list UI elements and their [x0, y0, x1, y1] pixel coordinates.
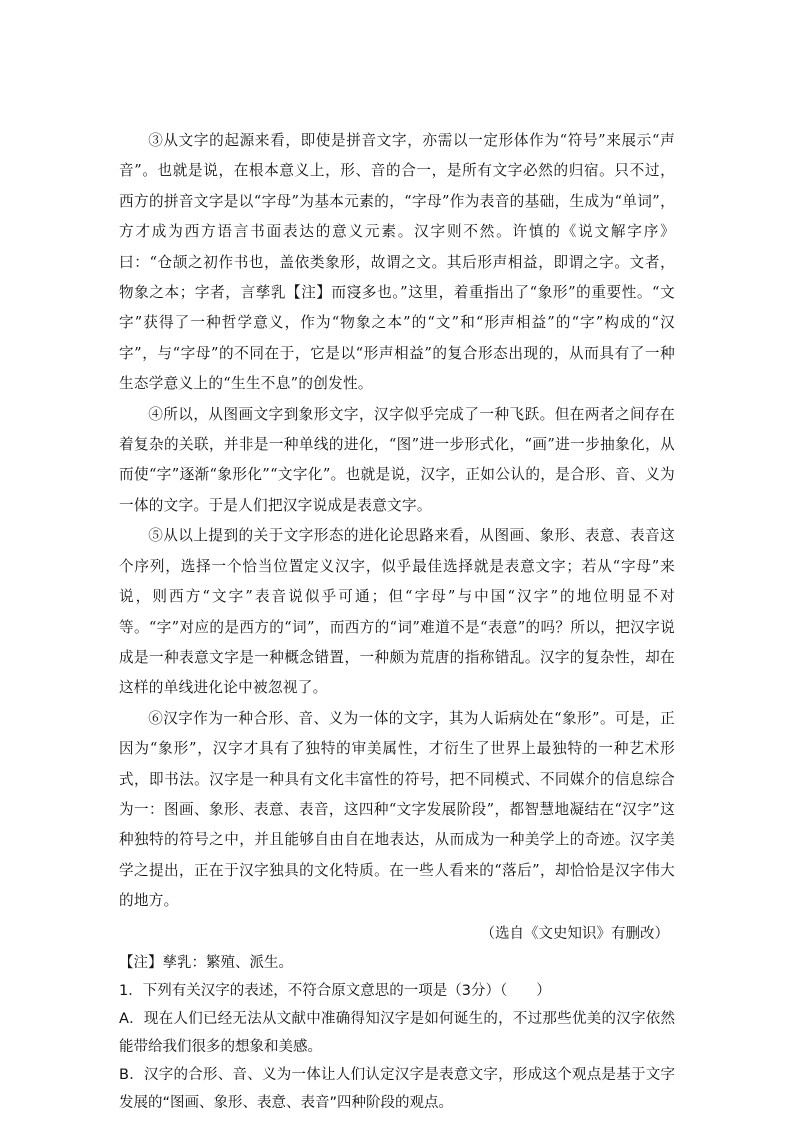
source-citation: （选自《文史知识》有删改）: [480, 925, 669, 942]
paragraph-4: ④所以，从图画文字到象形文字，汉字似乎完成了一种飞跃。但在两者之间存在着复杂的关联，并非是一种单线的进化，“图”进一步形式化，“画”进一步抽象化，从而使“字”逐渐“象形化”“文字化”。也就是说，汉字，正如公认的，是合形、音、义为一体的文字。于是人们把汉字说成是表意文字。: [119, 405, 675, 514]
option-a: A．现在人们已经无法从文献中准确得知汉字是如何诞生的，不过那些优美的汉字依然能带给我们很多的想象和美感。: [119, 1010, 675, 1055]
paragraph-6: ⑥汉字作为一种合形、音、义为一体的文字，其为人诟病处在“象形”。可是，正因为“象形”，汉字才具有了独特的审美属性，才衍生了世界上最独特的一种艺术形式，即书法。汉字是一种具有文化丰富性的符号，把不同模式、不同媒介的信息综合为一：图画、象形、表意、表音，这四种“文字发展阶段”，都智慧地凝结在“汉字”这种独特的符号之中，并且能够自由自在地表达，从而成为一种美学上的奇迹。汉字美学之提出，正在于汉字独具的文化特质。在一些人看来的“落后”，却恰恰是汉字伟大的地方。: [119, 709, 675, 910]
article-body: [119, 126, 675, 917]
paragraph-3: ③从文字的起源来看，即使是拼音文字，亦需以一定形体作为“符号”来展示“声音”。也就是说，在根本意义上，形、音的合一，是所有文字必然的归宿。只不过，西方的拼音文字是以“字母”为基本元素的，“字母”作为表音的基础，生成为“单词”，方才成为西方语言书面表达的意义元素。汉字则不然。许慎的《说文解字序》曰：“仓颉之初作书也，盖依类象形，故谓之文。其后形声相益，即谓之字。文者，物象之本；字者，言孳乳【注】而寖多也。”这里，着重指出了“象形”的重要性。“文字”获得了一种哲学意义，作为“物象之本”的“文”和“形声相益”的“字”构成的“汉字”，与“字母”的不同在于，它是以“形声相益”的复合形态出现的，从而具有了一种生态学意义上的“生生不息”的创发性。: [119, 132, 675, 393]
option-b: B．汉字的合形、音、义为一体让人们认定汉字是表意文字，形成这个观点是基于文字发展的“图画、象形、表意、表音”四种阶段的观点。: [119, 1066, 675, 1111]
annotation-note: 【注】孳乳：繁殖、派生。: [119, 954, 293, 971]
question-stem: 1．下列有关汉字的表述，不符合原文意思的一项是（3分）（ ）: [119, 982, 551, 999]
question-section: [119, 949, 675, 1117]
paragraph-5: ⑤从以上提到的关于文字形态的进化论思路来看，从图画、象形、表意、表音这个序列，选择一个恰当位置定义汉字，似乎最佳选择就是表意文字；若从“字母”来说，则西方“文字”表音说似乎可通；但“字母”与中国“汉字”的地位明显不对等。“字”对应的是西方的“词”，而西方的“词”难道不是“表意”的吗？所以，把汉字说成是一种表意文字是一种概念错置，一种颇为荒唐的指称错乱。汉字的复杂性，却在这样的单线进化论中被忽视了。: [119, 527, 675, 697]
document-page: [119, 126, 675, 1117]
